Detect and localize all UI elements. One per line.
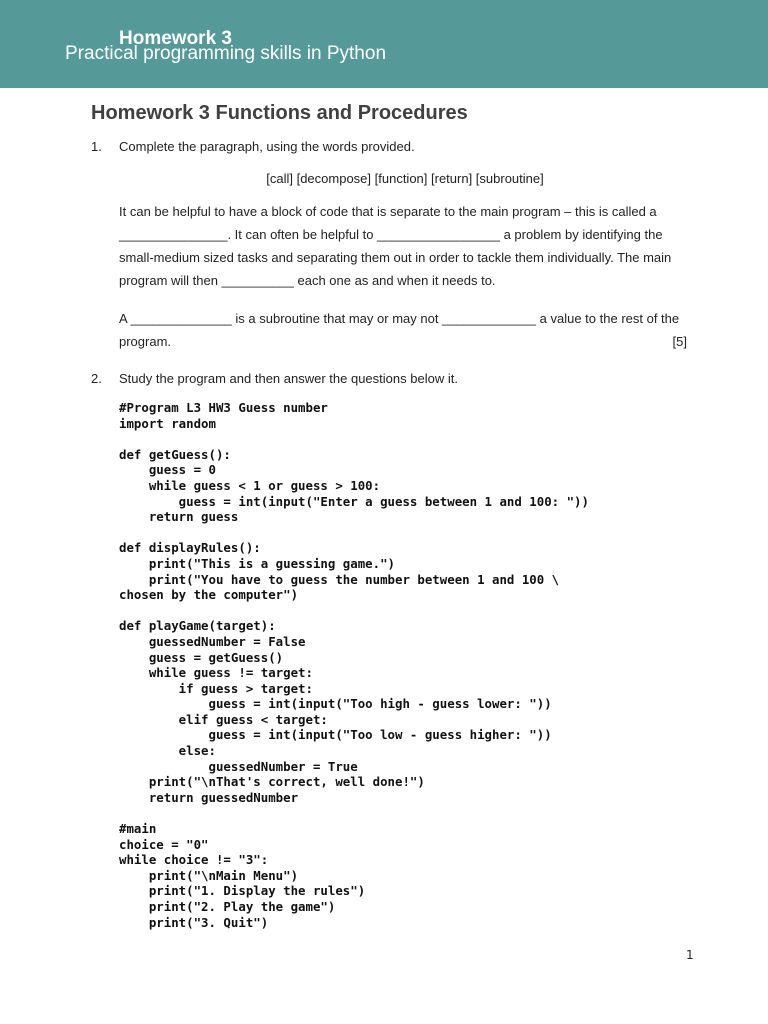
code-listing: #Program L3 HW3 Guess number import random def getGuess(): guess = 0 while guess < 1 or guess > 100: guess = int(input("Enter a guess between 1 and 100: ")) return guess def displayRules(): print("This is a guessing game.") print("You have to guess the number between 1 and 100 \ chosen by the computer") def playGame(target): guessedNumber = False guess = getGuess() while guess != target: if guess > target: guess = int(input("Too high - guess lower: ")) elif guess < target: guess = int(input("Too low - guess higher: ")) else: guessedNumber = True print("\nThat's correct, well done!") return guessedNumber #main choice = "0" while choice != "3": print("\nMain Menu") print("1. Display the rules") print("2. Play the game") print("3. Quit") [119, 400, 589, 930]
question-1-paragraph-2-block [119, 307, 699, 353]
header-title: Homework 3 [119, 28, 232, 49]
header-subtitle: Practical programming skills in Python [65, 43, 387, 64]
question-1-prompt: Complete the paragraph, using the words provided. [119, 139, 415, 154]
word-bank: [call] [decompose] [function] [return] [subroutine] [266, 171, 544, 186]
page-number: 1 [686, 948, 694, 962]
question-1-paragraph-2: A ______________ is a subroutine that may or may not _____________ a value to the rest of the program. [119, 311, 680, 349]
page-title: Homework 3 Functions and Procedures [91, 102, 468, 124]
marks-label: [5] [672, 334, 687, 349]
question-2-number: 2. [91, 371, 102, 386]
question-1-number: 1. [91, 139, 102, 154]
question-1-paragraph-1: It can be helpful to have a block of code that is separate to the main program – this is called a _______________. It can often be helpful to _________________ a problem by identifying the small-medium sized tasks and separating them out in order to tackle them individually. The main program will then __________ each one as and when it needs to. [119, 204, 672, 288]
question-2-prompt: Study the program and then answer the questions below it. [119, 371, 458, 386]
header-banner [0, 0, 768, 88]
